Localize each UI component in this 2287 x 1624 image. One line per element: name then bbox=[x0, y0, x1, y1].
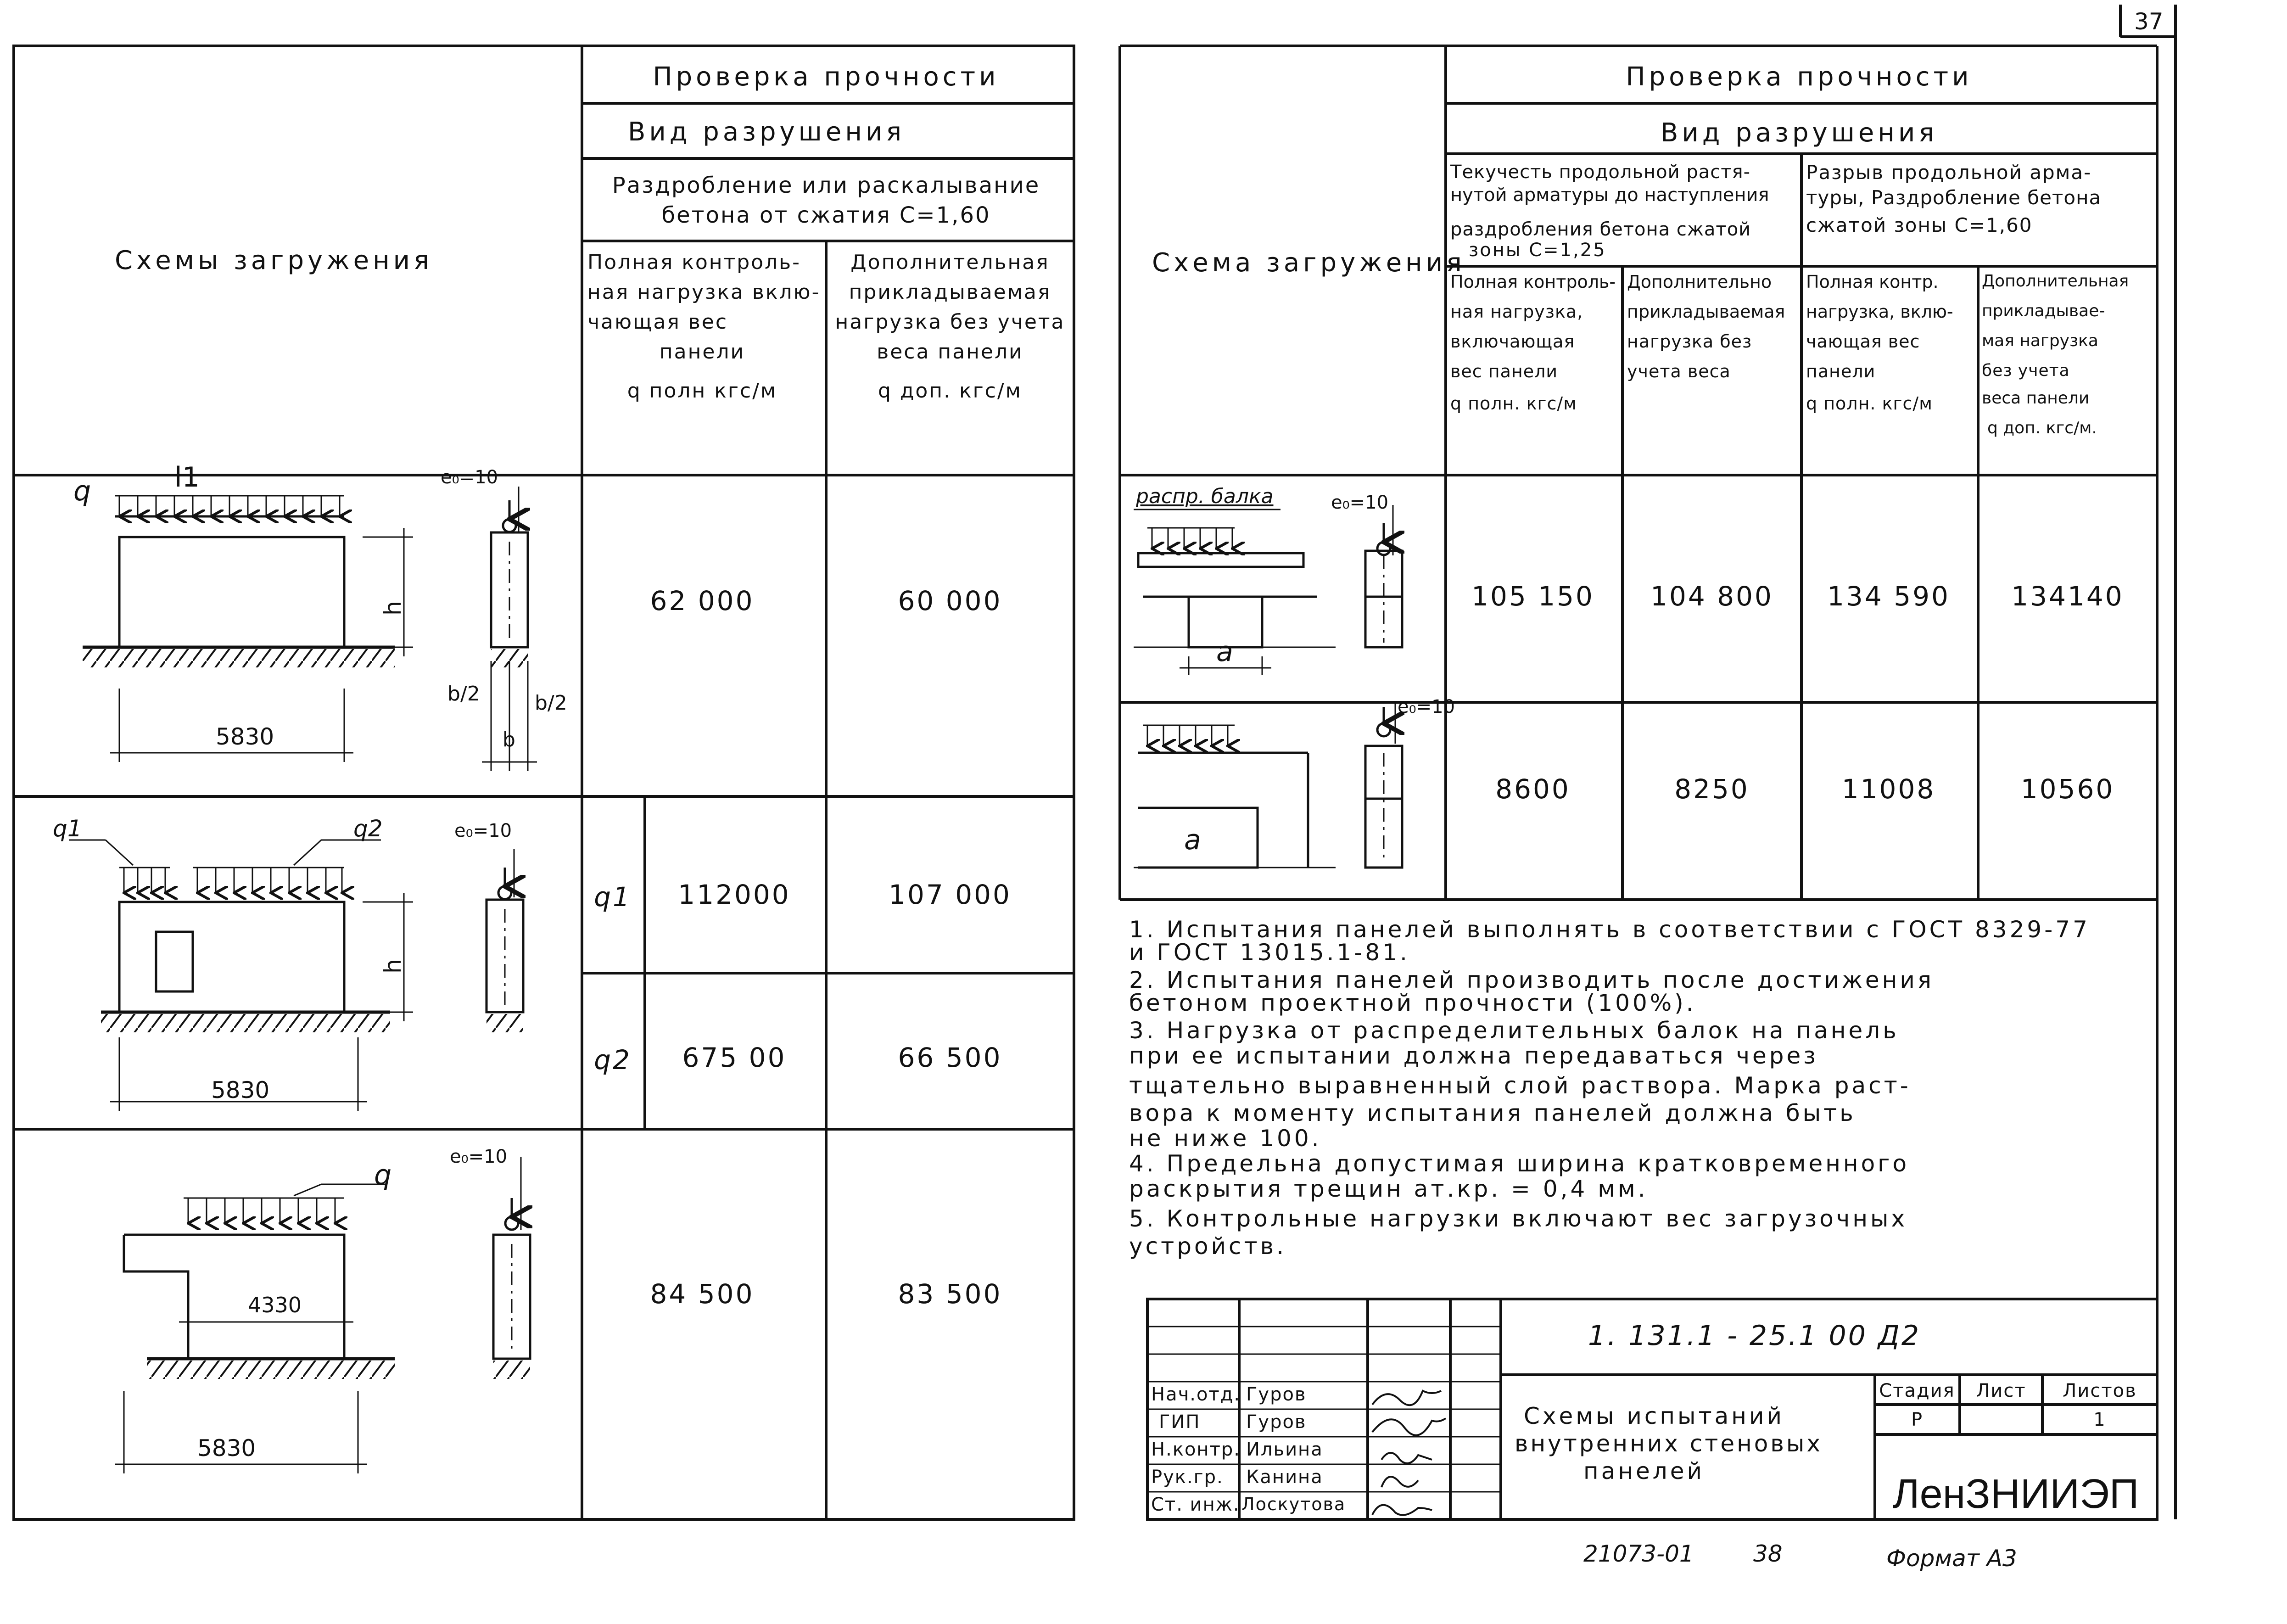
stamp-role: Н.контр. bbox=[1151, 1439, 1241, 1460]
stamp-title-2: внутренних стеновых bbox=[1515, 1430, 1823, 1457]
right-type2-3: сжатой зоны С=1,60 bbox=[1806, 214, 2033, 236]
right-h4-1: Дополнительная bbox=[1982, 272, 2129, 291]
right-h4-5: веса панели bbox=[1982, 389, 2090, 408]
note-line: 1. Испытания панелей выполнять в соответствии с ГОСТ 8329-77 bbox=[1129, 916, 2090, 943]
left-failure-type-1: Раздробление или раскалывание bbox=[612, 173, 1040, 198]
stamp-name: Лоскутова bbox=[1241, 1494, 1346, 1514]
diag1-q: q bbox=[73, 475, 91, 507]
note-line: устройств. bbox=[1129, 1233, 1287, 1260]
diag2-q1: q1 bbox=[53, 815, 82, 842]
stamp-stage-label: Стадия bbox=[1879, 1380, 1955, 1401]
right-type2-2: туры, Раздробление бетона bbox=[1806, 186, 2102, 209]
left-failure-type-2: бетона от сжатия С=1,60 bbox=[661, 202, 991, 228]
right-h3-1: Полная контр. bbox=[1806, 272, 1939, 292]
diag3-dim-outer: 5830 bbox=[197, 1435, 256, 1462]
left-full-h1: Полная контроль- bbox=[587, 251, 801, 274]
right-r2-c1: 8600 bbox=[1495, 773, 1571, 805]
left-row3-label: q2 bbox=[594, 1044, 632, 1075]
left-add-h3: нагрузка без учета bbox=[835, 310, 1065, 334]
right-type1-3: раздробления бетона сжатой bbox=[1450, 219, 1751, 240]
scheme-1 bbox=[73, 475, 537, 771]
diag1-b2a: b/2 bbox=[447, 682, 480, 706]
diag3-q: q bbox=[374, 1159, 392, 1191]
right-h1-4: вес панели bbox=[1450, 361, 1558, 381]
right-h3-5: q полн. кгс/м bbox=[1806, 393, 1933, 414]
left-full-h3: чающая вес bbox=[587, 310, 728, 334]
stamp-code: 1. 131.1 - 25.1 00 Д2 bbox=[1588, 1320, 1921, 1352]
note-line: вора к моменту испытания панелей должна быть bbox=[1129, 1100, 1856, 1126]
right-h1-5: q полн. кгс/м bbox=[1450, 393, 1577, 414]
right-h2-2: прикладываемая bbox=[1627, 302, 1785, 322]
right-r1-c4: 134140 bbox=[2011, 581, 2124, 612]
stamp-role: Нач.отд. bbox=[1151, 1384, 1241, 1405]
diag2-dim: 5830 bbox=[211, 1077, 270, 1103]
left-row4-add: 83 500 bbox=[898, 1278, 1002, 1310]
left-row4-full: 84 500 bbox=[650, 1278, 755, 1310]
left-add-h2: прикладываемая bbox=[849, 280, 1051, 304]
right-diag-beam: распр. балка bbox=[1136, 485, 1274, 508]
left-row2-full: 112000 bbox=[678, 879, 791, 910]
stamp-name: Гуров bbox=[1246, 1384, 1307, 1405]
stamp-stage: Р bbox=[1911, 1409, 1924, 1430]
right-type1-1: Текучесть продольной растя- bbox=[1450, 162, 1751, 183]
stamp-sheets-label: Листов bbox=[2063, 1380, 2137, 1401]
right-h4-6: q доп. кгс/м. bbox=[1987, 419, 2097, 437]
diag2-e0: e₀=10 bbox=[454, 820, 512, 841]
stamp-title-1: Схемы испытаний bbox=[1524, 1403, 1784, 1429]
left-full-h2: ная нагрузка вклю- bbox=[587, 280, 821, 304]
right-h4-4: без учета bbox=[1982, 361, 2070, 380]
left-row2-add: 107 000 bbox=[889, 879, 1012, 910]
left-row2-label: q1 bbox=[594, 881, 632, 913]
diag3-e0: e₀=10 bbox=[450, 1146, 508, 1167]
left-add-h5: q доп. кгс/м bbox=[878, 379, 1022, 403]
right-scheme-1 bbox=[1134, 505, 1402, 675]
note-line: 3. Нагрузка от распределительных балок на панель bbox=[1129, 1017, 1899, 1044]
note-line: 4. Предельна допустимая ширина кратковременного bbox=[1129, 1150, 1910, 1177]
scheme-2 bbox=[69, 840, 523, 1111]
diag3-dim-inner: 4330 bbox=[248, 1293, 302, 1317]
right-diag-e0b: e₀=10 bbox=[1398, 696, 1455, 717]
stamp-name: Гуров bbox=[1246, 1411, 1307, 1433]
note-line: 2. Испытания панелей производить после достижения bbox=[1129, 967, 1934, 993]
right-failure-header: Вид разрушения bbox=[1660, 118, 1938, 148]
stamp-organization: ЛенЗНИИЭП bbox=[1892, 1471, 2139, 1517]
right-h3-4: панели bbox=[1806, 361, 1876, 381]
note-line: раскрытия трещин aт.кр. = 0,4 мм. bbox=[1129, 1176, 1648, 1202]
diag1-b2b: b/2 bbox=[535, 691, 567, 715]
left-check-header: Проверка прочности bbox=[653, 62, 1000, 92]
right-h3-2: нагрузка, вклю- bbox=[1806, 302, 1953, 322]
left-failure-header: Вид разрушения bbox=[627, 117, 906, 147]
right-h4-2: прикладывае- bbox=[1982, 302, 2105, 320]
left-row1-add: 60 000 bbox=[898, 585, 1002, 616]
right-diag-a1: a bbox=[1216, 636, 1233, 668]
diag1-l1: l1 bbox=[174, 461, 200, 493]
right-r2-c2: 8250 bbox=[1674, 773, 1750, 805]
right-h3-3: чающая вес bbox=[1806, 331, 1920, 352]
right-col-scheme: Схема загружения bbox=[1152, 248, 1465, 278]
diag1-dim: 5830 bbox=[216, 723, 274, 750]
right-check-header: Проверка прочности bbox=[1626, 62, 1973, 92]
note-line: и ГОСТ 13015.1-81. bbox=[1129, 939, 1410, 966]
stamp-name: Ильина bbox=[1246, 1439, 1323, 1460]
right-h1-3: включающая bbox=[1450, 331, 1575, 352]
right-h1-1: Полная контроль- bbox=[1450, 272, 1616, 292]
diag1-h: h bbox=[379, 601, 406, 616]
stamp-title-3: панелей bbox=[1583, 1458, 1705, 1484]
left-full-h5: q полн кгс/м bbox=[627, 379, 777, 403]
right-scheme-2 bbox=[1134, 702, 1402, 868]
diag2-h: h bbox=[379, 959, 406, 974]
stamp-sheets: 1 bbox=[2093, 1409, 2106, 1430]
stamp-name: Канина bbox=[1246, 1467, 1323, 1488]
stamp-role: Ст. инж. bbox=[1151, 1494, 1240, 1515]
note-line: бетоном проектной прочности (100%). bbox=[1129, 990, 1696, 1016]
right-h4-3: мая нагрузка bbox=[1982, 331, 2098, 350]
right-diag-a2: a bbox=[1184, 824, 1201, 856]
left-row3-full: 675 00 bbox=[682, 1042, 787, 1073]
left-col-schemes: Схемы загружения bbox=[115, 246, 433, 275]
footer-number: 38 bbox=[1753, 1540, 1783, 1567]
right-type1-4: зоны С=1,25 bbox=[1469, 240, 1606, 261]
diag1-b: b bbox=[503, 728, 515, 751]
left-full-h4: панели bbox=[659, 340, 745, 364]
note-line: тщательно выравненный слой раствора. Марка раст- bbox=[1129, 1072, 1911, 1099]
note-line: 5. Контрольные нагрузки включают вес загрузочных bbox=[1129, 1205, 1908, 1232]
right-r1-c2: 104 800 bbox=[1650, 581, 1773, 612]
note-line: при ее испытании должна передаваться через bbox=[1129, 1042, 1818, 1069]
left-row3-add: 66 500 bbox=[898, 1042, 1002, 1073]
footer-format: Формат А3 bbox=[1886, 1545, 2017, 1572]
diag1-e0: e₀=10 bbox=[441, 467, 498, 488]
right-r1-c1: 105 150 bbox=[1471, 581, 1594, 612]
stamp-role: Рук.гр. bbox=[1151, 1467, 1224, 1488]
left-add-h4: веса панели bbox=[877, 340, 1023, 364]
right-h2-3: нагрузка без bbox=[1627, 331, 1752, 352]
diag2-q2: q2 bbox=[353, 815, 383, 842]
right-type1-2: нутой арматуры до наступления bbox=[1450, 185, 1769, 206]
right-h1-2: ная нагрузка, bbox=[1450, 302, 1583, 322]
footer-inventory: 21073-01 bbox=[1583, 1540, 1694, 1567]
right-r2-c4: 10560 bbox=[2020, 773, 2115, 805]
scheme-3 bbox=[115, 1157, 530, 1473]
left-row1-full: 62 000 bbox=[650, 585, 755, 616]
stamp-role: ГИП bbox=[1159, 1411, 1201, 1433]
right-type2-1: Разрыв продольной арма- bbox=[1806, 161, 2092, 184]
right-diag-e0a: e₀=10 bbox=[1331, 492, 1389, 513]
right-h2-4: учета веса bbox=[1627, 361, 1731, 381]
stamp-sheet-label: Лист bbox=[1976, 1380, 2026, 1401]
right-h2-1: Дополнительно bbox=[1627, 272, 1772, 292]
right-r2-c3: 11008 bbox=[1841, 773, 1936, 805]
note-line: не ниже 100. bbox=[1129, 1125, 1322, 1152]
right-r1-c3: 134 590 bbox=[1827, 581, 1950, 612]
sheet-number: 37 bbox=[2134, 8, 2164, 35]
left-add-h1: Дополнительная bbox=[850, 251, 1050, 274]
